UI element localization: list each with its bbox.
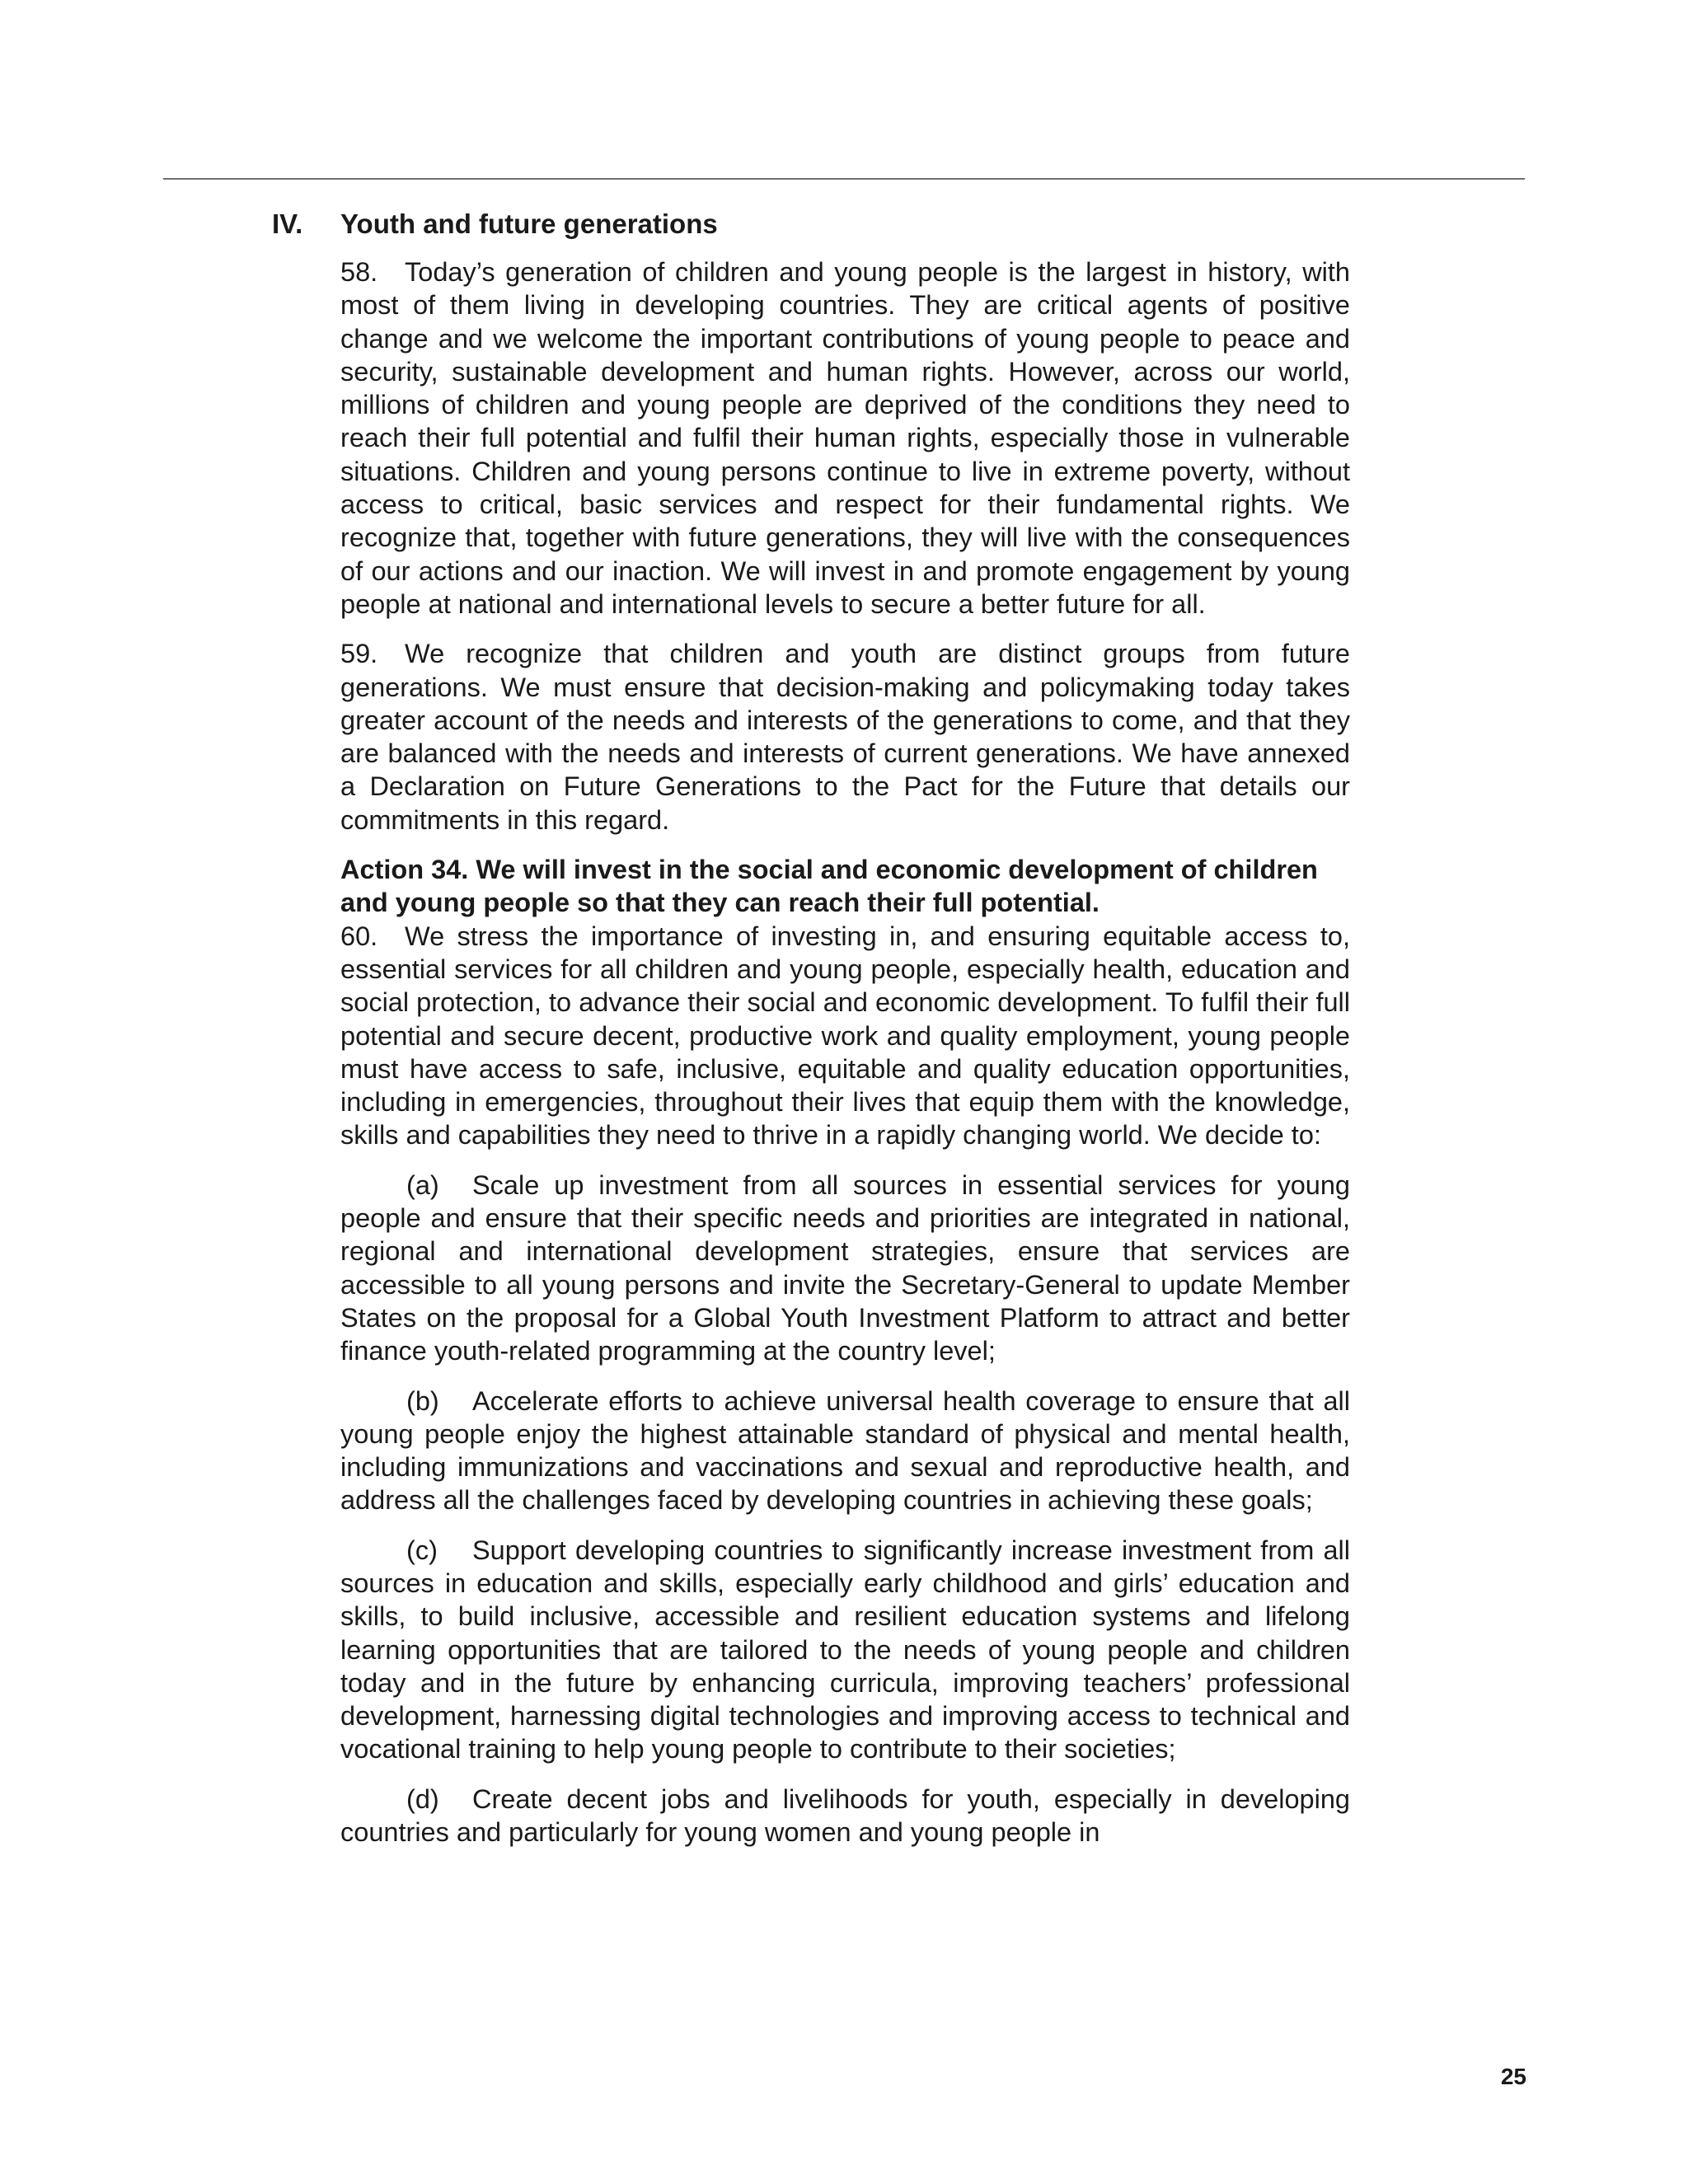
- list-item-a: [340, 1169, 1350, 1368]
- paragraph-text: We stress the importance of investing in, and ensuring equitable access to, essential services for all children and young people, especially health, education and social protection, to advance their social and economic development. To fulfil their full potential and secure decent, productive work and quality employment, young people must have access to safe, inclusive, equitable and quality education opportunities, including in emergencies, throughout their lives that equip them with the knowledge, skills and capabilities they need to thrive in a rapidly changing world. We decide to:: [340, 921, 1350, 1151]
- paragraph-number: 60.: [340, 921, 378, 951]
- list-item-label: (a): [406, 1169, 439, 1200]
- list-item-text: Create decent jobs and livelihoods for youth, especially in developing countries and particularly for young women and young people in: [340, 1783, 1350, 1848]
- list-item-b: [340, 1385, 1350, 1517]
- paragraph-text: Today’s generation of children and young people is the largest in history, with most of them living in developing countries. They are critical agents of positive change and we welcome the important contributions of young people to peace and security, sustainable development and human rights. However, across our world, millions of children and young people are deprived of the conditions they need to reach their full potential and fulfil their human rights, especially those in vulnerable situations. Children and young persons continue to live in extreme poverty, without access to critical, basic services and respect for their fundamental rights. We recognize that, together with future generations, they will live with the consequences of our actions and our inaction. We will invest in and promote engagement by young people at national and international levels to secure a better future for all.: [340, 257, 1350, 619]
- list-item-label: (d): [406, 1783, 439, 1814]
- page-number: 25: [1500, 2064, 1526, 2089]
- section-number: IV.: [272, 209, 303, 239]
- section-title: Youth and future generations: [340, 209, 718, 239]
- list-item-c: [340, 1534, 1350, 1766]
- list-item-text: Support developing countries to significantly increase investment from all sources in education and skills, especially early childhood and girls’ education and skills, to build inclusive, accessible and resilient education systems and lifelong learning opportunities that are tailored to the needs of young people and children today and in the future by enhancing curricula, improving teachers’ professional development, harnessing digital technologies and improving access to technical and vocational training to help young people to contribute to their societies;: [340, 1535, 1350, 1765]
- header-divider: [163, 178, 1525, 180]
- paragraph-text: We recognize that children and youth are distinct groups from future generations. We must ensure that decision-making and policymaking today takes greater account of the needs and interests of the generations to come, and that they are balanced with the needs and interests of current generations. We have annexed a Declaration on Future Generations to the Pact for the Future that details our commitments in this regard.: [340, 639, 1350, 835]
- list-item-text: Accelerate efforts to achieve universal health coverage to ensure that all young people enjoy the highest attainable standard of physical and mental health, including immunizations and vaccinations and sexual and reproductive health, and address all the challenges faced by developing countries in achieving these goals;: [340, 1385, 1350, 1516]
- paragraph-number: 58.: [340, 257, 378, 287]
- list-item-label: (c): [406, 1535, 438, 1565]
- paragraph-59: [340, 637, 1350, 837]
- paragraph-58: [340, 255, 1350, 621]
- list-item-d: [340, 1783, 1350, 1849]
- list-item-text: Scale up investment from all sources in essential services for young people and ensure that their specific needs and priorities are integrated in national, regional and international development strategies, ensure that services are accessible to all young persons and invite the Secretary-General to update Member States on the proposal for a Global Youth Investment Platform to attract and better finance youth-related programming at the country level;: [340, 1169, 1350, 1366]
- paragraph-number: 59.: [340, 639, 378, 669]
- action-34-heading: Action 34. We will invest in the social and economic development of children and young people so that they can reach their full potential.: [340, 855, 1318, 918]
- list-item-label: (b): [406, 1385, 439, 1416]
- body-text: [340, 255, 1350, 1865]
- paragraph-60: [340, 920, 1350, 1152]
